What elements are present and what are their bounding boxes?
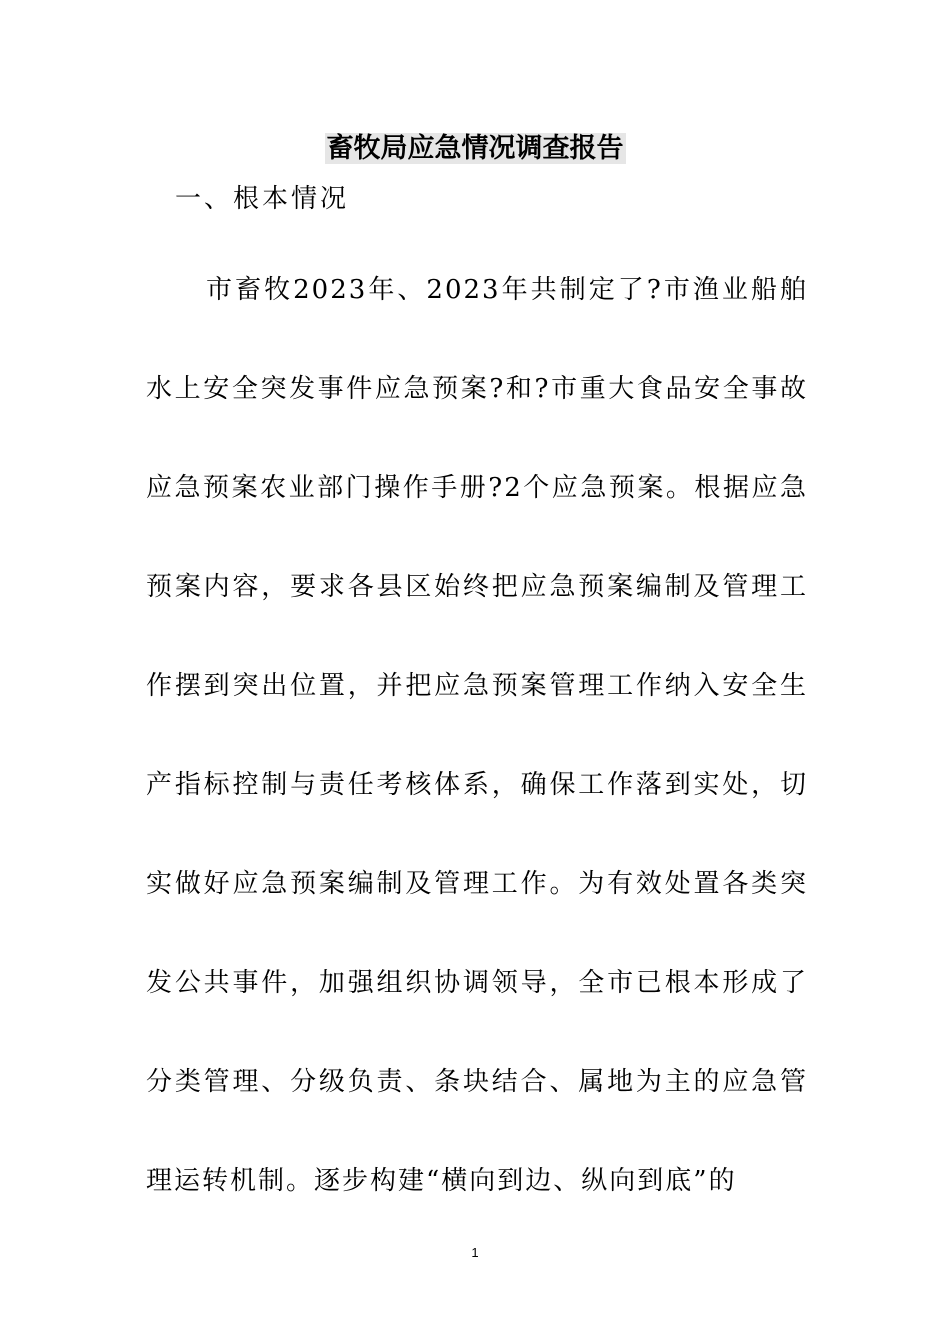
document-title-text: 畜牧局应急情况调查报告 [326, 133, 624, 164]
section-heading: 一、根本情况 [175, 184, 350, 214]
document-title [0, 130, 950, 168]
body-paragraph: 市畜牧2023年、2023年共制定了?市渔业船舶水上安全突发事件应急预案?和?市重大食品安全事故应急预案农业部门操作手册?2个应急预案。根据应急预案内容，要求各县区始终把应急预案编制及管理工作摆到突出位置，并把应急预案管理工作纳入安全生产指标控制与责任考核体系，确保工作落到实处，切实做好应急预案编制及管理工作。为有效处置各类突发公共事件，加强组织协调领导，全市已根本形成了分类管理、分级负责、条块结合、属地为主的应急管理运转机制。逐步构建“横向到边、纵向到底”的 [146, 275, 808, 1196]
page-number: 1 [471, 1245, 479, 1260]
